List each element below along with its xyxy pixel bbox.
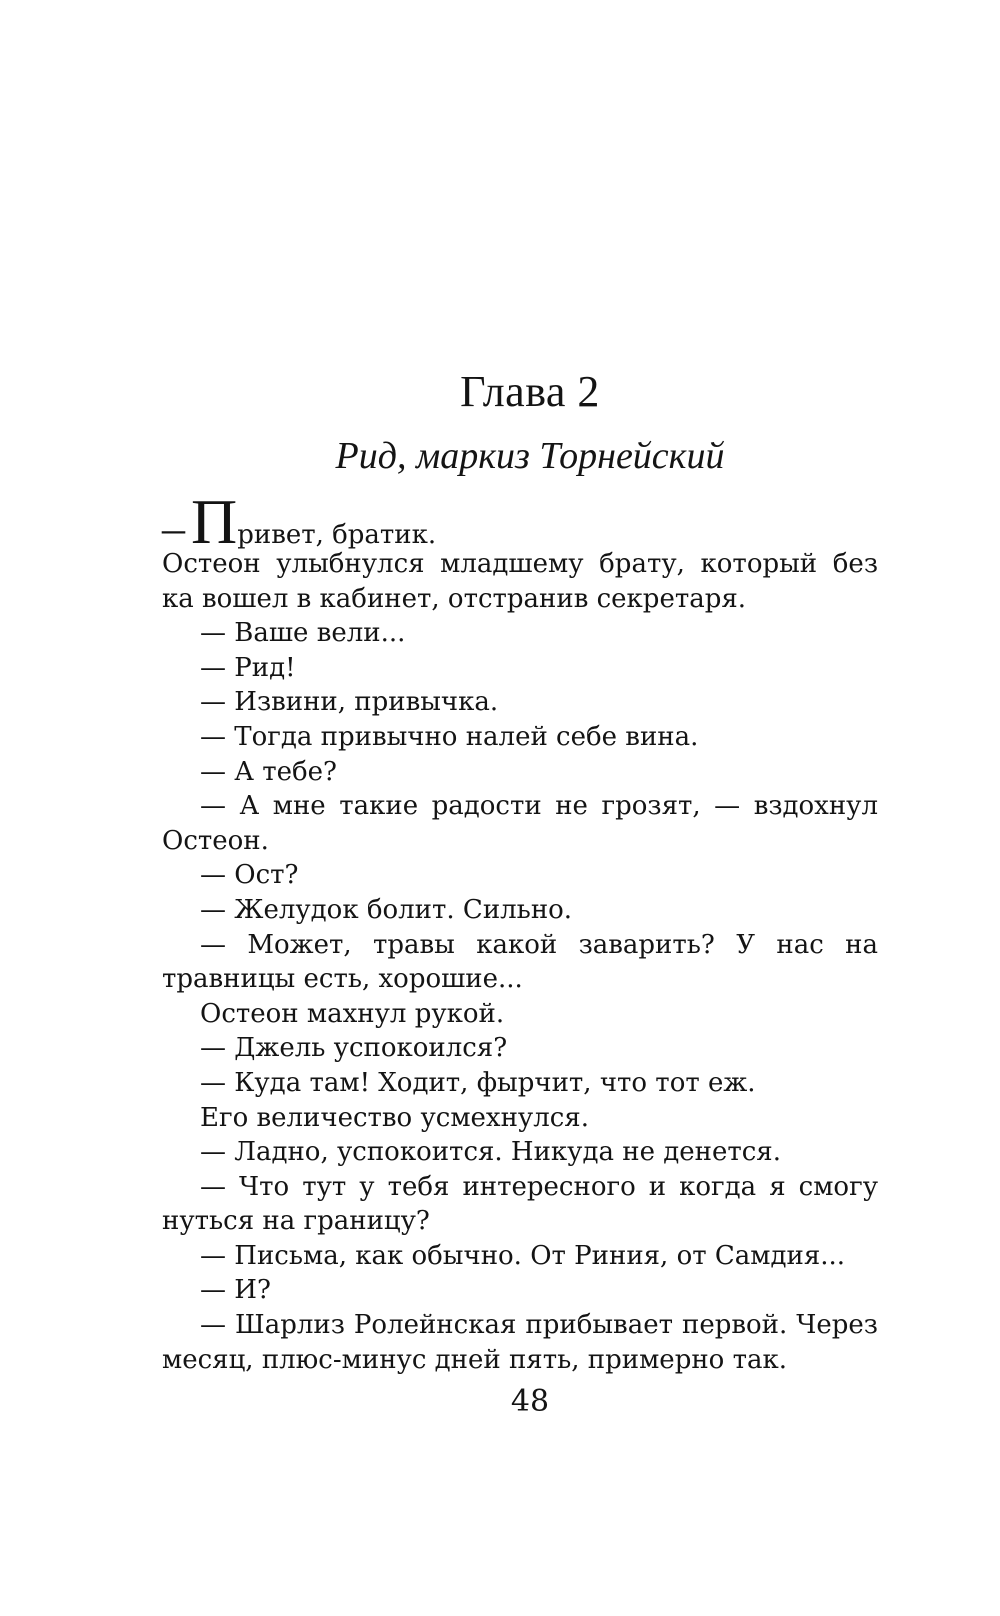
paragraph-lines [162, 547, 878, 1377]
text-line: — А мне такие радости не грозят, — вздохнул [200, 791, 878, 822]
body-text [162, 486, 878, 1377]
text-line: — Ладно, успокоится. Никуда не денется. [200, 1137, 781, 1168]
chapter-title: Глава 2 [460, 367, 600, 416]
text-line: — Рид! [200, 652, 296, 683]
text-line: — Желудок болит. Сильно. [200, 894, 573, 925]
text-line: — Извини, привычка. [200, 687, 499, 718]
opening-line-rest: ривет, братик. [237, 520, 437, 550]
text-line: травницы есть, хорошие... [162, 964, 523, 995]
text-line: Его величество усмехнулся. [200, 1102, 589, 1133]
text-line: нуться на границу? [162, 1206, 430, 1237]
text-line: — Письма, как обычно. От Риния, от Самдия... [200, 1240, 846, 1271]
text-line: — И? [200, 1275, 271, 1306]
opening-dash: – [162, 502, 185, 553]
text-line: — Ваше вели... [200, 618, 406, 649]
text-line: Остеон махнул рукой. [200, 998, 505, 1029]
text-line: — Шарлиз Ролейнская прибывает первой. Через [200, 1310, 878, 1341]
text-line: ка вошел в кабинет, отстранив секретаря. [162, 583, 747, 614]
drop-cap: П [191, 486, 238, 557]
text-line: — Может, травы какой заварить? У нас на [200, 929, 878, 960]
text-line: Остеон. [162, 825, 269, 856]
text-line: месяц, плюс-минус дней пять, примерно так. [162, 1344, 787, 1375]
text-line: — А тебе? [200, 756, 337, 787]
text-line: — Джель успокоился? [200, 1033, 508, 1064]
chapter-subtitle: Рид, маркиз Торнейский [335, 435, 725, 477]
text-line: Остеон улыбнулся младшему брату, который без [162, 549, 878, 579]
text-line: — Тогда привычно налей себе вина. [200, 721, 699, 752]
text-line: — Куда там! Ходит, фырчит, что тот еж. [200, 1067, 756, 1098]
text-line: — Ост? [200, 860, 299, 891]
text-line: — Что тут у тебя интересного и когда я смогу [200, 1171, 878, 1202]
opening-line [162, 486, 878, 557]
page-number: 48 [510, 1384, 550, 1419]
